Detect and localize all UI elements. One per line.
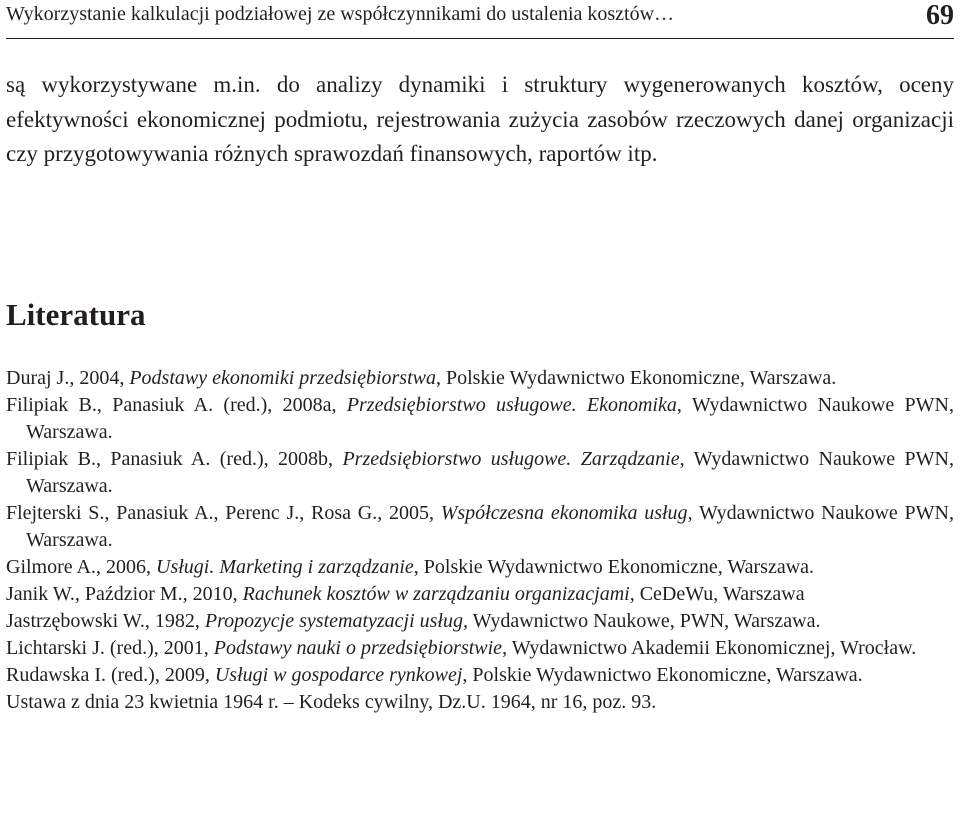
reference-title: Rachunek kosztów w zarządzaniu organizacjami — [242, 583, 630, 605]
reference-publisher: , Wydawnictwo Naukowe PWN, Warszawa. — [26, 502, 955, 551]
reference-authors: Ustawa z dnia 23 kwietnia 1964 r. – Kodeks cywilny, Dz.U. 1964, nr 16, poz. 93. — [6, 691, 657, 713]
reference-publisher: , Wydawnictwo Naukowe PWN, Warszawa. — [26, 394, 954, 443]
reference-item — [6, 689, 954, 716]
reference-item — [6, 500, 954, 554]
reference-item — [6, 365, 954, 392]
reference-title: Przedsiębiorstwo usługowe. Zarządzanie — [342, 448, 680, 470]
reference-publisher: , Wydawnictwo Akademii Ekonomicznej, Wrocław. — [502, 637, 917, 659]
reference-title: Propozycje systematyzacji usług, — [204, 610, 468, 632]
reference-item — [6, 581, 954, 608]
reference-item — [6, 446, 954, 500]
reference-authors: Duraj J., 2004, — [6, 367, 130, 389]
reference-title: Usługi. Marketing i zarządzanie — [156, 556, 414, 578]
reference-title: Przedsiębiorstwo usługowe. Ekonomika — [346, 394, 677, 416]
body-paragraph: są wykorzystywane m.in. do analizy dynamiki i struktury wygenerowanych kosztów, oceny efektywności ekonomicznej podmiotu, rejestrowania zużycia zasobów rzeczowych danej organizacji czy przygotowywania różnych sprawozdań finansowych, raportów itp. — [6, 72, 954, 166]
reference-publisher: , Polskie Wydawnictwo Ekonomiczne, Warszawa. — [413, 556, 815, 578]
section-heading: Literatura — [6, 297, 146, 332]
reference-authors: Filipiak B., Panasiuk A. (red.), 2008a, — [6, 394, 347, 416]
reference-authors: Jastrzębowski W., 1982, — [6, 610, 205, 632]
running-title: Wykorzystanie kalkulacji podziałowej ze współczynnikami do ustalenia kosztów… — [6, 3, 675, 25]
reference-publisher: Wydawnictwo Naukowe, PWN, Warszawa. — [468, 610, 821, 632]
reference-title: Usługi w gospodarce rynkowej — [214, 664, 463, 686]
reference-authors: Gilmore A., 2006, — [6, 556, 156, 578]
page-number: 69 — [926, 0, 954, 31]
reference-authors: Flejterski S., Panasiuk A., Perenc J., Rosa G., 2005, — [6, 502, 441, 524]
reference-item — [6, 635, 954, 662]
reference-list — [6, 365, 954, 716]
reference-publisher: , CeDeWu, Warszawa — [629, 583, 805, 605]
reference-publisher: , Polskie Wydawnictwo Ekonomiczne, Warszawa. — [435, 367, 837, 389]
reference-authors: Rudawska I. (red.), 2009, — [6, 664, 215, 686]
reference-item — [6, 554, 954, 581]
reference-item — [6, 662, 954, 689]
reference-item — [6, 392, 954, 446]
reference-publisher: , Polskie Wydawnictwo Ekonomiczne, Warszawa. — [462, 664, 863, 686]
reference-authors: Lichtarski J. (red.), 2001, — [6, 637, 214, 659]
reference-item — [6, 608, 954, 635]
reference-publisher: , Wydawnictwo Naukowe PWN, Warszawa. — [26, 448, 955, 497]
reference-title: Podstawy nauki o przedsiębiorstwie — [213, 637, 503, 659]
reference-title: Współczesna ekonomika usług — [440, 502, 688, 524]
reference-authors: Filipiak B., Panasiuk A. (red.), 2008b, — [6, 448, 343, 470]
reference-authors: Janik W., Paździor M., 2010, — [6, 583, 243, 605]
running-header — [6, 0, 954, 39]
reference-title: Podstawy ekonomiki przedsiębiorstwa — [129, 367, 436, 389]
